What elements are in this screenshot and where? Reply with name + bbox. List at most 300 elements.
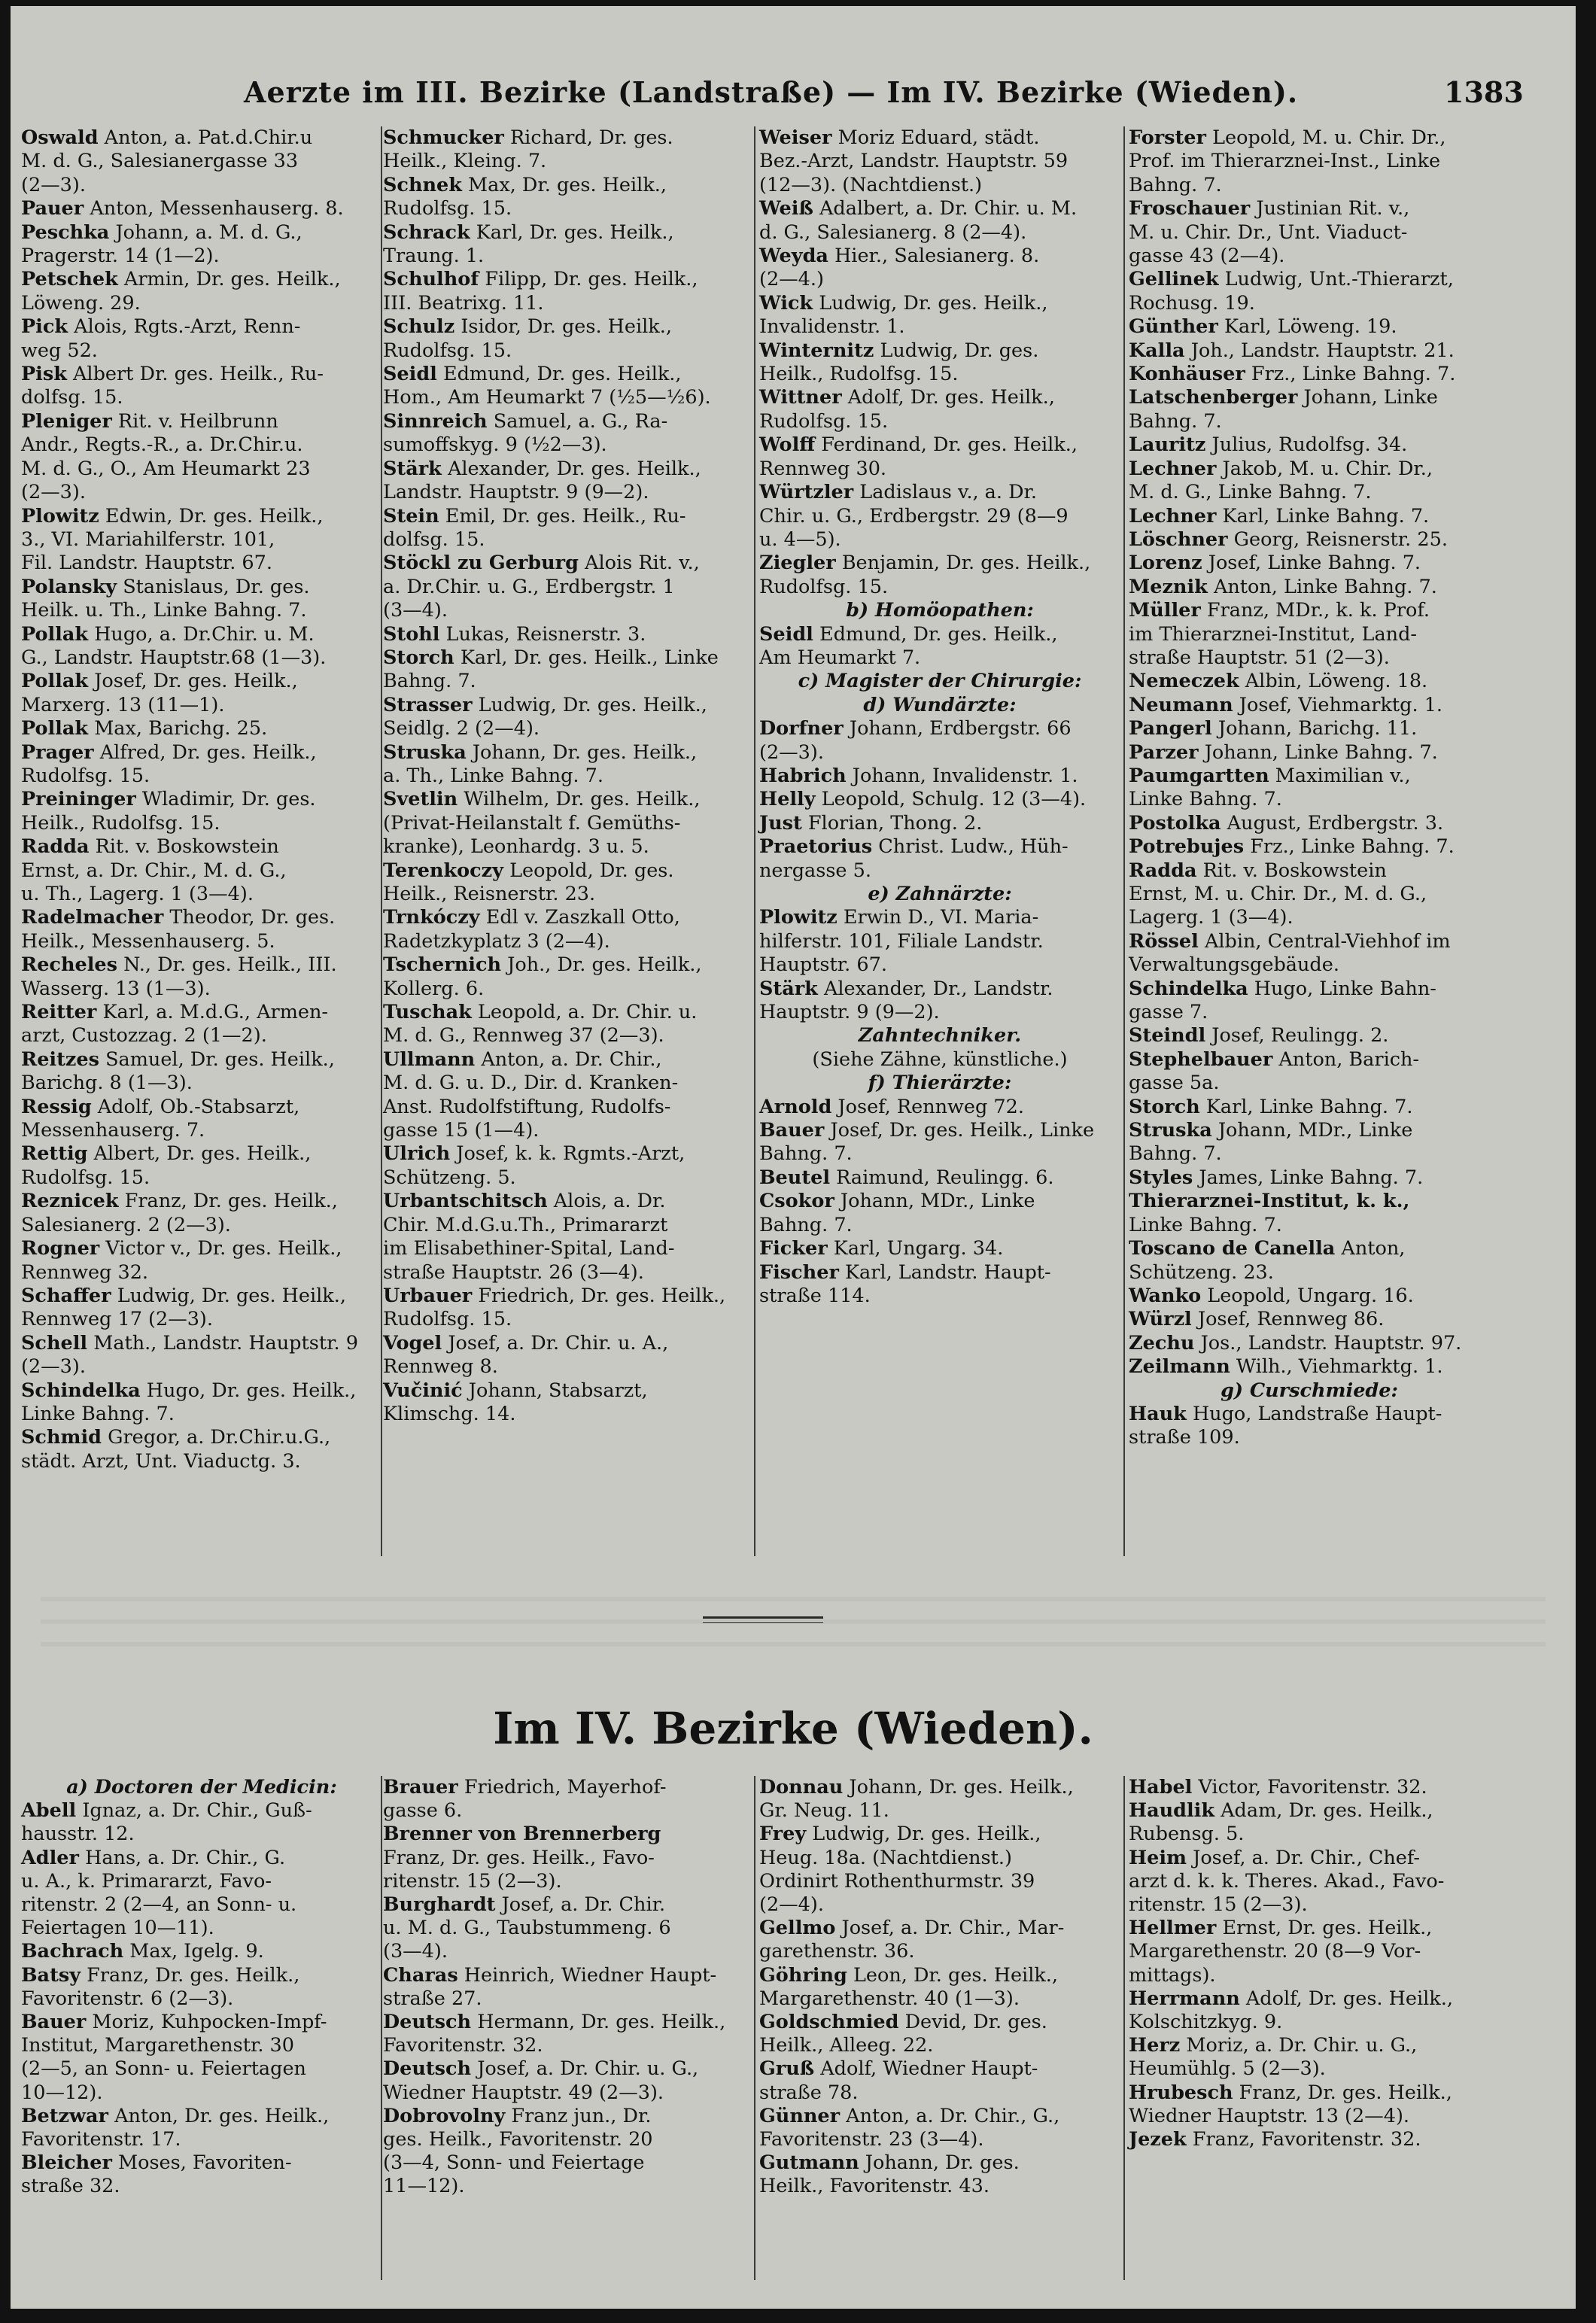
entry-continuation — [1129, 1142, 1490, 1166]
entry-detail: Ernst, a. Dr. Chir., M. d. G., — [21, 859, 287, 882]
entry-detail: Heilk., Rudolfsg. 15. — [21, 811, 220, 835]
entry-detail: Wilhelm, Dr. ges. Heilk., — [464, 788, 701, 811]
entry-name: Schnek — [383, 173, 462, 196]
entry-detail: Julius, Rudolfsg. 34. — [1211, 433, 1408, 457]
entry-detail: Karl, Löweng. 19. — [1224, 315, 1397, 339]
entry-detail: Benjamin, Dr. ges. Heilk., — [841, 552, 1091, 575]
entry-line — [1129, 552, 1490, 575]
entry-detail: gasse 15 (1—4). — [383, 1119, 540, 1142]
entry-name: Reitzes — [21, 1047, 99, 1071]
entry-detail: d. G., Salesianerg. 8 (2—4). — [759, 220, 1027, 244]
entry-continuation — [383, 835, 744, 859]
entry-name: Praetorius — [759, 835, 873, 859]
entry-detail: Johann, Dr. ges. — [865, 2151, 1020, 2175]
entry-line — [21, 410, 382, 433]
entry-line — [1129, 835, 1490, 859]
entry-detail: (2—5, an Sonn- u. Feiertagen — [21, 2057, 306, 2081]
entry-detail: Hauptstr. 67. — [759, 953, 887, 977]
entry-line — [1129, 859, 1490, 883]
entry-detail: Stanislaus, Dr. ges. — [123, 575, 310, 598]
entry-name: Schrack — [383, 220, 470, 244]
entry-line — [21, 1285, 382, 1308]
entry-continuation — [21, 859, 382, 883]
entry-detail: Heilk., Rudolfsg. 15. — [759, 363, 959, 386]
entry-detail: Gregor, a. Dr.Chir.u.G., — [108, 1426, 331, 1449]
entry-continuation — [759, 2081, 1120, 2105]
entry-detail: Rit. v. Heilbrunn — [117, 409, 278, 433]
entry-detail: Heilk., Reisnerstr. 23. — [383, 883, 596, 905]
entry-detail: Ludwig, Dr. ges. Heilk., — [117, 1284, 346, 1307]
entry-continuation — [759, 1870, 1120, 1893]
entry-name: Toscano de Canella — [1129, 1237, 1336, 1260]
entry-detail: Samuel, a. G., Ra- — [493, 409, 668, 433]
subsection-heading: d) Wundärzte: — [863, 693, 1017, 716]
entry-name: Bachrach — [21, 1940, 124, 1963]
entry-detail: Marxerg. 13 (11—1). — [21, 693, 225, 716]
entry-continuation — [383, 1072, 744, 1095]
entry-line — [1129, 1917, 1490, 1940]
entry-name: Thierarznei-Institut, k. k., — [1129, 1190, 1410, 1213]
entry-detail: Bahng. 7. — [759, 1142, 853, 1166]
entry-detail: Edwin, Dr. ges. Heilk., — [105, 504, 324, 528]
entry-continuation — [383, 197, 744, 220]
entry-detail: Josef, a. Dr. Chir., Chef- — [1193, 1846, 1421, 1869]
entry-name: Recheles — [21, 953, 117, 977]
entry-detail: Hans, a. Dr. Chir., G. — [85, 1846, 286, 1869]
entry-name: Trnkóczy — [383, 906, 480, 929]
entry-continuation — [759, 410, 1120, 433]
entry-name: Frey — [759, 1823, 807, 1846]
entry-name: Zechu — [1129, 1331, 1195, 1355]
entry-continuation — [1129, 1940, 1490, 1963]
entry-line — [1129, 978, 1490, 1001]
entry-name: Bauer — [759, 1119, 825, 1142]
entry-detail: (2—3). — [21, 173, 86, 196]
entry-name: Prager — [21, 740, 94, 764]
entry-name: Rössel — [1129, 929, 1199, 953]
entry-detail: Johann, MDr., Linke — [840, 1190, 1035, 1213]
entry-line — [383, 694, 744, 717]
entry-detail: Institut, Margarethenstr. 30 — [21, 2034, 294, 2057]
entry-detail: Linke Bahng. 7. — [21, 1402, 175, 1425]
entry-continuation — [383, 433, 744, 457]
entry-line — [383, 906, 744, 929]
entry-name: Wanko — [1129, 1284, 1202, 1307]
entry-detail: M. d. G. u. D., Dir. d. Kranken- — [383, 1072, 679, 1095]
entry-continuation — [21, 2175, 382, 2198]
entry-line — [21, 1847, 382, 1870]
entry-name: Schmid — [21, 1426, 102, 1449]
entry-detail: Franz, Favoritenstr. 32. — [1192, 2128, 1421, 2151]
entry-continuation — [1129, 1001, 1490, 1024]
entry-name: Zeilmann — [1129, 1355, 1230, 1379]
entry-detail: Löweng. 29. — [21, 291, 141, 315]
entry-continuation — [383, 1237, 744, 1260]
page-number: 1383 — [1444, 75, 1524, 109]
entry-continuation — [1129, 906, 1490, 929]
entry-line — [759, 1096, 1120, 1119]
entry-detail: Theodor, Dr. ges. — [169, 906, 336, 929]
entry-continuation — [21, 552, 382, 575]
entry-name: Gellinek — [1129, 268, 1219, 291]
entry-detail: Hugo, Linke Bahn- — [1254, 977, 1436, 1000]
entry-detail: Albert, Dr. ges. Heilk., — [93, 1142, 312, 1166]
upper-column-3 — [759, 126, 1120, 1308]
entry-name: Gruß — [759, 2057, 815, 2081]
entry-name: Csokor — [759, 1190, 834, 1213]
entry-line — [759, 835, 1120, 859]
entry-detail: Math., Landstr. Hauptstr. 9 — [93, 1331, 358, 1355]
entry-detail: Victor v., Dr. ges. Heilk., — [105, 1237, 342, 1260]
entry-line — [21, 268, 382, 291]
entry-name: Pleniger — [21, 409, 112, 433]
entry-continuation — [383, 2034, 744, 2057]
entry-name: Terenkoczy — [383, 859, 503, 882]
entry-detail: Moses, Favoriten- — [118, 2151, 292, 2175]
entry-detail: Prof. im Thierarznei-Inst., Linke — [1129, 150, 1441, 173]
entry-line — [383, 268, 744, 291]
entry-detail: N., Dr. ges. Heilk., III. — [123, 953, 337, 977]
entry-detail: straße 109. — [1129, 1426, 1240, 1449]
entry-name: Pick — [21, 315, 68, 339]
entry-continuation — [1129, 1964, 1490, 1987]
entry-detail: Alois, Rgts.-Arzt, Renn- — [74, 315, 301, 339]
entry-name: Stein — [383, 504, 439, 528]
entry-continuation — [21, 1823, 382, 1846]
entry-name: Styles — [1129, 1166, 1193, 1189]
entry-line — [1129, 1987, 1490, 2011]
entry-continuation — [1129, 2011, 1490, 2034]
entry-name: Konhäuser — [1129, 363, 1245, 386]
entry-name: Svetlin — [383, 788, 458, 811]
entry-continuation — [1129, 1823, 1490, 1846]
entry-line — [1129, 694, 1490, 717]
entry-name: Sinnreich — [383, 409, 488, 433]
entry-line — [383, 1893, 744, 1917]
subsection-heading: e) Zahnärzte: — [868, 883, 1012, 905]
entry-name: Radelmacher — [21, 906, 164, 929]
entry-detail: Am Heumarkt 7. — [759, 646, 921, 669]
entry-detail: garethenstr. 36. — [759, 1940, 915, 1963]
entry-continuation — [21, 1870, 382, 1893]
entry-name: Schindelka — [1129, 977, 1248, 1000]
section-title-wieden: Im IV. Bezirke (Wieden). — [493, 1703, 1093, 1754]
entry-detail: u. M. d. G., Taubstummeng. 6 — [383, 1917, 671, 1940]
entry-detail: Leopold, M. u. Chir. Dr., — [1212, 126, 1446, 149]
entry-line — [21, 2151, 382, 2175]
entry-continuation — [759, 1940, 1120, 1963]
entry-detail: Hugo, Dr. ges. Heilk., — [146, 1379, 357, 1402]
entry-detail: Karl, Linke Bahng. 7. — [1222, 504, 1430, 528]
upper-column-1 — [21, 126, 382, 1473]
entry-detail: Joh., Landstr. Hauptstr. 21. — [1190, 339, 1455, 362]
entry-line — [1129, 1119, 1490, 1142]
entry-line — [383, 2011, 744, 2034]
entry-line — [759, 1776, 1120, 1799]
entry-continuation — [383, 1096, 744, 1119]
entry-continuation — [1129, 481, 1490, 504]
entry-continuation — [21, 433, 382, 457]
entry-detail: nergasse 5. — [759, 859, 871, 882]
entry-continuation — [759, 576, 1120, 599]
entry-line — [759, 1823, 1120, 1846]
entry-detail: Adolf, Dr. ges. Heilk., — [847, 386, 1055, 409]
entry-continuation — [1129, 221, 1490, 245]
entry-detail: Ludwig, Dr. ges. — [880, 339, 1039, 362]
entry-line — [383, 1048, 744, 1072]
entry-line — [1129, 1024, 1490, 1047]
entry-detail: Josef, a. Dr. Chir., Mar- — [841, 1917, 1065, 1940]
entry-line — [21, 126, 382, 150]
entry-name: Adler — [21, 1846, 79, 1869]
entry-line — [21, 623, 382, 646]
entry-detail: ritenstr. 15 (2—3). — [1129, 1893, 1308, 1917]
entry-detail: Ludwig, Dr. ges. Heilk., — [478, 693, 707, 716]
column-rule — [381, 1776, 382, 2280]
entry-detail: kranke), Leonhardg. 3 u. 5. — [383, 835, 649, 859]
entry-detail: M. d. G., O., Am Heumarkt 23 — [21, 457, 311, 480]
entry-name: Petschek — [21, 268, 118, 291]
entry-name: Nemeczek — [1129, 670, 1239, 693]
entry-detail: Radetzkyplatz 3 (2—4). — [383, 929, 610, 953]
entry-name: Radda — [1129, 859, 1197, 882]
entry-detail: Heug. 18a. (Nachtdienst.) — [759, 1846, 1012, 1869]
entry-line — [759, 978, 1120, 1001]
entry-name: Plowitz — [759, 906, 838, 929]
entry-detail: Rubensg. 5. — [1129, 1823, 1245, 1846]
entry-continuation — [21, 292, 382, 315]
entry-detail: Leopold, Dr. ges. — [509, 859, 674, 882]
entry-continuation — [21, 2034, 382, 2057]
entry-name: Haudlik — [1129, 1799, 1215, 1823]
entry-continuation — [383, 150, 744, 173]
entry-detail: Leopold, Ungarg. 16. — [1207, 1284, 1414, 1307]
entry-line — [21, 1379, 382, 1403]
entry-detail: (2—3). — [759, 740, 824, 764]
entry-detail: Johann, Dr. ges. Heilk., — [849, 1776, 1074, 1799]
entry-detail: M. d. G., Linke Bahng. 7. — [1129, 481, 1372, 504]
entry-continuation — [383, 1024, 744, 1047]
entry-name: Dorfner — [759, 717, 844, 740]
entry-line — [759, 552, 1120, 575]
entry-line — [1129, 576, 1490, 599]
subsection-heading: (Siehe Zähne, künstliche.) — [812, 1047, 1068, 1071]
entry-line — [759, 197, 1120, 220]
entry-detail: Hugo, Landstraße Haupt- — [1192, 1402, 1442, 1425]
entry-detail: Karl, Dr. ges. Heilk., — [476, 220, 674, 244]
subsection-heading: f) Thierärzte: — [868, 1072, 1012, 1095]
entry-name: Schulhof — [383, 268, 479, 291]
entry-continuation — [1129, 623, 1490, 646]
upper-column-2 — [383, 126, 744, 1426]
entry-detail: Adam, Dr. ges. Heilk., — [1221, 1799, 1433, 1823]
entry-continuation — [383, 1799, 744, 1823]
entry-name: Wick — [759, 291, 813, 315]
entry-detail: Wladimir, Dr. ges. — [141, 788, 316, 811]
entry-continuation — [383, 2128, 744, 2151]
entry-name: Ziegler — [759, 552, 836, 575]
entry-continuation — [759, 930, 1120, 953]
entry-detail: u. Th., Lagerg. 1 (3—4). — [21, 883, 254, 905]
entry-detail: Leon, Dr. ges. Heilk., — [853, 1963, 1059, 1987]
entry-detail: Jakob, M. u. Chir. Dr., — [1222, 457, 1433, 480]
entry-name: Vučinić — [383, 1379, 463, 1402]
entry-detail: Invalidenstr. 1. — [759, 315, 905, 339]
entry-line — [21, 221, 382, 245]
entry-line — [759, 2057, 1120, 2081]
entry-detail: Albin, Löweng. 18. — [1245, 670, 1428, 693]
entry-continuation — [383, 292, 744, 315]
entry-name: Schindelka — [21, 1379, 141, 1402]
entry-continuation — [759, 528, 1120, 552]
entry-continuation — [759, 859, 1120, 883]
entry-detail: Rennweg 32. — [21, 1260, 149, 1284]
entry-detail: Heilk., Kleing. 7. — [383, 150, 547, 173]
entry-line — [1129, 1096, 1490, 1119]
entry-continuation — [383, 1308, 744, 1331]
entry-name: Hrubesch — [1129, 2081, 1233, 2104]
entry-name: Potrebujes — [1129, 835, 1245, 859]
entry-detail: Alfred, Dr. ges. Heilk., — [99, 740, 317, 764]
entry-continuation — [383, 1847, 744, 1870]
entry-name: Jezek — [1129, 2128, 1187, 2151]
entry-continuation — [21, 646, 382, 670]
entry-detail: ritenstr. 15 (2—3). — [383, 1869, 562, 1893]
entry-continuation — [1129, 1072, 1490, 1095]
entry-detail: Franz, Dr. ges. Heilk., — [124, 1190, 338, 1213]
entry-detail: Anton, a. Pat.d.Chir.u — [104, 126, 313, 149]
entry-line — [21, 315, 382, 339]
entry-detail: Josef, Dr. ges. Heilk., Linke — [830, 1119, 1095, 1142]
subsection-heading: Zahntechniker. — [858, 1024, 1022, 1047]
entry-line — [21, 1332, 382, 1355]
entry-line — [1129, 2081, 1490, 2105]
entry-detail: Hermann, Dr. ges. Heilk., — [477, 2011, 726, 2034]
entry-name: Herz — [1129, 2034, 1181, 2057]
entry-name: Tuschak — [383, 1001, 472, 1024]
entry-continuation — [383, 930, 744, 953]
entry-detail: gasse 6. — [383, 1799, 463, 1823]
entry-detail: Ludwig, Dr. ges. Heilk., — [812, 1823, 1041, 1846]
entry-name: Charas — [383, 1963, 458, 1987]
entry-name: Reitter — [21, 1001, 97, 1024]
entry-continuation — [21, 245, 382, 268]
entry-detail: Anton, — [1341, 1237, 1406, 1260]
entry-detail: städt. Arzt, Unt. Viaductg. 3. — [21, 1449, 301, 1473]
entry-continuation — [21, 812, 382, 835]
entry-name: Urbauer — [383, 1284, 473, 1307]
entry-line — [21, 576, 382, 599]
entry-detail: Victor, Favoritenstr. 32. — [1198, 1776, 1427, 1799]
entry-name: Dobrovolny — [383, 2104, 506, 2127]
entry-line — [759, 1119, 1120, 1142]
entry-detail: Isidor, Dr. ges. Heilk., — [461, 315, 672, 339]
entry-line — [383, 552, 744, 575]
entry-name: Donnau — [759, 1776, 844, 1799]
entry-line — [21, 953, 382, 977]
entry-continuation — [21, 1450, 382, 1473]
entry-name: Batsy — [21, 1963, 81, 1987]
entry-name: Latschenberger — [1129, 386, 1298, 409]
entry-detail: Franz jun., Dr. — [511, 2104, 652, 2127]
entry-detail: weg 52. — [21, 339, 98, 362]
entry-detail: Messenhauserg. 7. — [21, 1119, 205, 1142]
entry-detail: Anton, Messenhauserg. 8. — [90, 197, 344, 220]
entry-name: Just — [759, 811, 802, 835]
entry-detail: Ernst, Dr. ges. Heilk., — [1222, 1917, 1433, 1940]
entry-detail: Anton, Barich- — [1278, 1047, 1420, 1071]
entry-line — [21, 741, 382, 765]
entry-line — [383, 859, 744, 883]
entry-continuation — [383, 1119, 744, 1142]
entry-name: Schell — [21, 1331, 88, 1355]
entry-detail: Frz., Linke Bahng. 7. — [1250, 835, 1455, 859]
entry-line — [1129, 812, 1490, 835]
entry-detail: Rudolfsg. 15. — [759, 575, 889, 598]
entry-continuation — [21, 1214, 382, 1237]
entry-detail: hilferstr. 101, Filiale Landstr. — [759, 929, 1044, 953]
entry-detail: Kolschitzkyg. 9. — [1129, 2011, 1283, 2034]
entry-name: Lechner — [1129, 504, 1217, 528]
entry-line — [1129, 741, 1490, 765]
entry-line — [383, 2057, 744, 2081]
entry-line — [1129, 1332, 1490, 1355]
entry-continuation — [21, 339, 382, 363]
entry-line — [759, 2105, 1120, 2128]
entry-detail: Gr. Neug. 11. — [759, 1799, 889, 1823]
entry-continuation — [759, 1799, 1120, 1823]
entry-detail: Adolf, Ob.-Stabsarzt, — [97, 1095, 300, 1118]
entry-detail: (3—4, Sonn- und Feiertage — [383, 2151, 645, 2175]
entry-name: Oswald — [21, 126, 99, 149]
entry-line — [21, 1048, 382, 1072]
entry-detail: Friedrich, Mayerhof- — [464, 1776, 667, 1799]
entry-name: Struska — [383, 740, 467, 764]
entry-continuation — [21, 1166, 382, 1190]
entry-name: Rettig — [21, 1142, 88, 1166]
entry-continuation — [21, 2128, 382, 2151]
entry-detail: Traung. 1. — [383, 245, 485, 268]
entry-line — [21, 788, 382, 811]
entry-detail: Josef, Viehmarktg. 1. — [1239, 693, 1443, 716]
entry-detail: a. Dr.Chir. u. G., Erdbergstr. 1 — [383, 575, 675, 598]
entry-continuation — [759, 268, 1120, 291]
entry-detail: Anton, a. Dr. Chir., G., — [846, 2104, 1060, 2127]
entry-continuation — [383, 2151, 744, 2175]
entry-detail: Favoritenstr. 23 (3—4). — [759, 2128, 984, 2151]
entry-continuation — [383, 812, 744, 835]
entry-continuation — [21, 1119, 382, 1142]
entry-detail: Heumühlg. 5 (2—3). — [1129, 2057, 1326, 2081]
entry-detail: Anst. Rudolfstiftung, Rudolfs- — [383, 1095, 671, 1118]
entry-detail: Devid, Dr. ges. — [904, 2011, 1047, 2034]
entry-continuation — [21, 1987, 382, 2011]
entry-line — [383, 1776, 744, 1799]
entry-continuation — [1129, 1426, 1490, 1449]
entry-detail: (2—3). — [21, 1355, 86, 1379]
column-rule — [1123, 1776, 1125, 2280]
entry-line — [1129, 2128, 1490, 2151]
entry-detail: Max, Dr. ges. Heilk., — [468, 173, 667, 196]
entry-detail: straße Hauptstr. 51 (2—3). — [1129, 646, 1390, 669]
lower-column-1 — [21, 1776, 382, 2199]
entry-name: Lauritz — [1129, 433, 1206, 457]
entry-name: Meznik — [1129, 575, 1208, 598]
entry-continuation — [383, 576, 744, 599]
entry-detail: Leopold, a. Dr. Chir. u. — [477, 1001, 698, 1024]
entry-name: Helly — [759, 788, 816, 811]
entry-detail: Anton, Dr. ges. Heilk., — [114, 2104, 330, 2127]
